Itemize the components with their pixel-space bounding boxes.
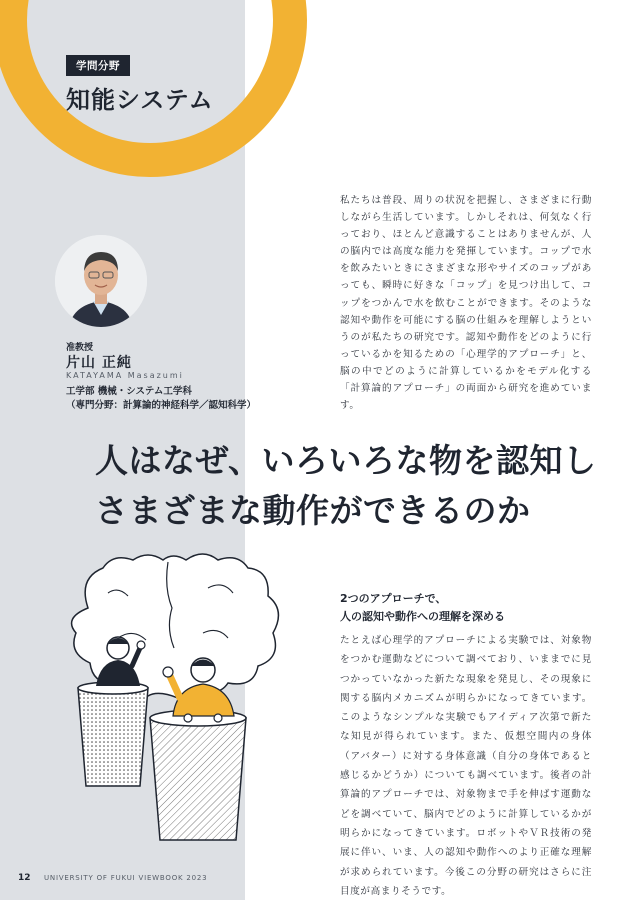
subheading-line-1: 2つのアプローチで、 (340, 592, 447, 605)
professor-portrait-icon (55, 235, 147, 327)
publication-name: UNIVERSITY OF FUKUI VIEWBOOK 2023 (44, 874, 208, 882)
subheading (340, 590, 505, 626)
specialty-line: （専門分野：計算論的神経科学／認知科学） (66, 400, 257, 411)
department-line: 工学部 機械・システム工学科 (66, 386, 192, 397)
body-paragraph: たとえば心理学的アプローチによる実験では、対象物をつかむ運動などについて調べており、いままでに見つかっていなかった新たな現象を発見し、その現象に関する脳内メカニズムが明らかになってきています。このようなシンプルな実験でもアイディア次第で新たな知見が得られています。また、仮想空間内の身体（アバター）に対する身体意識（自分の身体であると感じるかどうか）についても調べています。後者の計算論的アプローチでは、対象物まで手を伸ばす運動などを調べていて、脳内でどのように計算しているかが明らかになってきています。ロボットやＶＲ技術の発展に伴い、いま、人の認知や動作へのより正確な理解が求められています。今後この分野の研究はさらに注目度が高まりそうです。 (340, 635, 592, 897)
professor-name-roman: KATAYAMA Masazumi (66, 371, 184, 380)
professor-name: 片山 正純 (66, 355, 132, 371)
professor-role: 准教授 (66, 343, 94, 353)
headline-line-1: 人はなぜ、いろいろな物を認知し (95, 441, 597, 480)
page-number: 12 (18, 873, 31, 883)
brain-people-cups-illustration-icon (58, 548, 296, 848)
subheading-line-2: 人の認知や動作への理解を深める (340, 610, 505, 623)
intro-paragraph: 私たちは普段、周りの状況を把握し、さまざまに行動しながら生活しています。しかしそれは、何気なく行っており、ほとんど意識することはありませんが、人の脳内では高度な能力を発揮しています。コップで水を飲みたいときにさまざまな形やサイズのコップがあっても、瞬時に好きな「コップ」を見つけ出して、コップをつかんで水を飲むことができます。そのような認知や動作を可能にする脳の仕組みを理解しようというのが私たちの研究です。認知や動作をどのように行っているかを知るための「心理学的アプローチ」と、脳の中でどのように計算しているかをモデル化する「計算論的アプローチ」の両面から研究を進めています。 (340, 195, 592, 412)
headline-line-2: さまざまな動作ができるのか (95, 491, 531, 530)
main-headline (95, 436, 597, 536)
page-title: 知能システム (66, 86, 214, 114)
section-tag: 学問分野 (66, 55, 130, 76)
professor-department (66, 385, 256, 413)
